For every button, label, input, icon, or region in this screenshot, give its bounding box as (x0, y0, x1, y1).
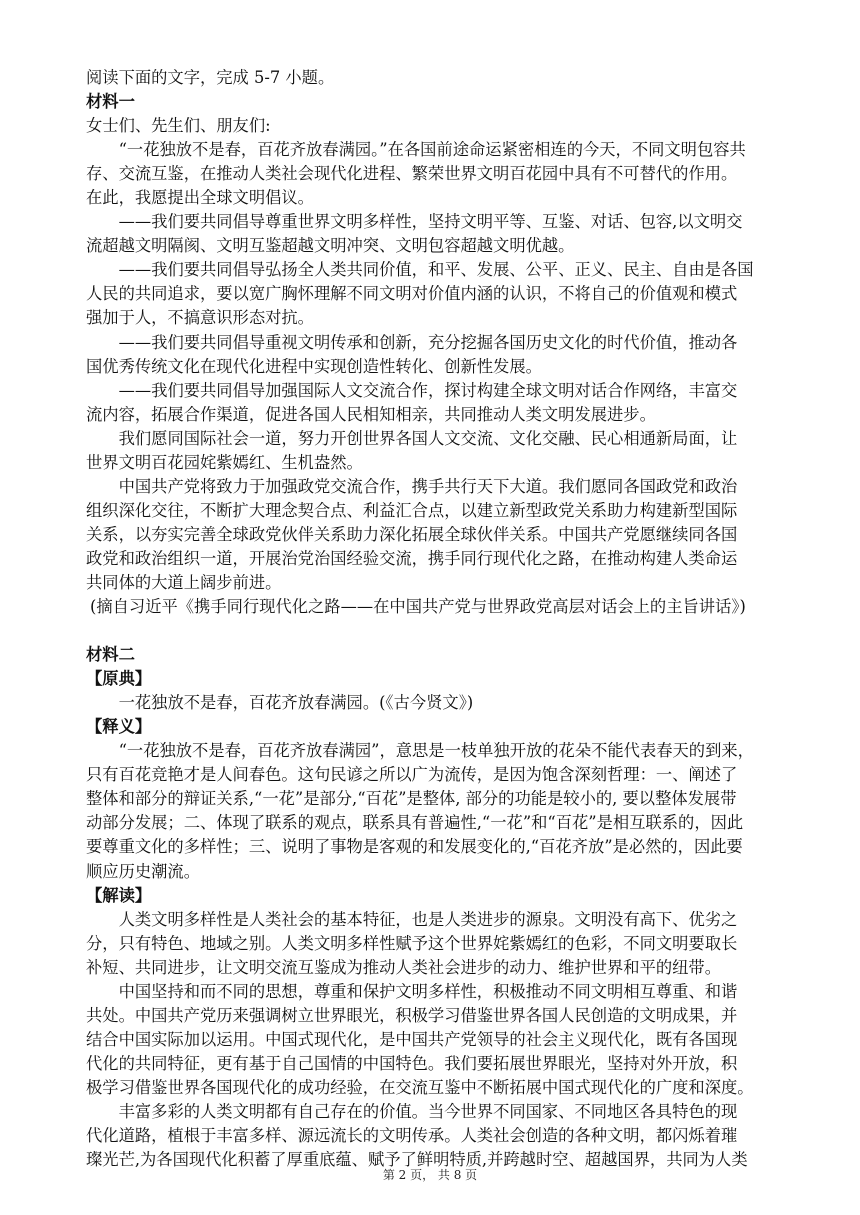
text-line: ——我们要共同倡导尊重世界文明多样性，坚持文明平等、互鉴、对话、包容,以文明交 (118, 212, 743, 232)
text-line: 强加于人，不搞意识形态对抗。 (86, 308, 314, 328)
text-line: 组织深化交往，不断扩大理念契合点、利益汇合点，以建立新型政党关系助力构建新型国际 (86, 500, 738, 520)
text-line: 人民的共同追求，要以宽广胸怀理解不同文明对价值内涵的认识，不将自己的价值观和模式 (86, 284, 738, 304)
text-line: 中国共产党将致力于加强政党交流合作，携手共行天下大道。我们愿同各国政党和政治 (118, 476, 738, 496)
text-line: 关系，以夯实完善全球政党伙伴关系助力深化拓展全球伙伴关系。中国共产党愿继续同各国 (86, 524, 738, 544)
text-line: 分，只有特色、地域之别。人类文明多样性赋予这个世界姹紫嫣红的色彩，不同文明要取长 (86, 933, 738, 953)
text-line: 存、交流互鉴，在推动人类社会现代化进程、繁荣世界文明百花园中具有不可替代的作用。 (86, 164, 738, 184)
text-line: 丰富多彩的人类文明都有自己存在的价值。当今世界不同国家、不同地区各具特色的现 (118, 1101, 738, 1121)
text-line: 国优秀传统文化在现代化进程中实现创造性转化、创新性发展。 (86, 356, 542, 376)
text-line: 璨光芒,为各国现代化积蓄了厚重底蕴、赋予了鲜明特质,并跨越时空、超越国界，共同为人类 (86, 1150, 748, 1170)
yuandian-label: 【原典】 (86, 669, 152, 689)
material-one-body (86, 138, 786, 595)
shiyi-body (86, 739, 786, 883)
text-line: 补短、共同进步，让文明交流互鉴成为推动人类社会进步的动力、维护世界和平的纽带。 (86, 957, 721, 977)
text-line: 流超越文明隔阂、文明互鉴超越文明冲突、文明包容超越文明优越。 (86, 236, 575, 256)
text-line: 我们愿同国际社会一道，努力开创世界各国人文交流、文化交融、民心相通新局面，让 (118, 428, 738, 448)
material-one-heading: 材料一 (86, 92, 135, 112)
yuandian-text: 一花独放不是春，百花齐放春满园。(《古今贤文》) (118, 693, 474, 713)
text-line: 人类文明多样性是人类社会的基本特征，也是人类进步的源泉。文明没有高下、优劣之 (118, 909, 738, 929)
text-line: 动部分发展；二、体现了联系的观点，联系具有普遍性,“一花”和“百花”是相互联系的，因此 (86, 813, 744, 833)
text-line: ——我们要共同倡导弘扬全人类共同价值，和平、发展、公平、正义、民主、自由是各国 (118, 260, 754, 280)
text-line: “一花独放不是春，百花齐放春满园”，意思是一枝单独开放的花朵不能代表春天的到来， (118, 741, 754, 761)
greeting-line: 女士们、先生们、朋友们: (86, 116, 271, 136)
text-line: 共同体的大道上阔步前进。 (86, 572, 282, 592)
text-line: ——我们要共同倡导加强国际人文交流合作，探讨构建全球文明对话合作网络，丰富交 (118, 380, 738, 400)
source-citation: (摘自习近平《携手同行现代化之路——在中国共产党与世界政党高层对话会上的主旨讲话》) (90, 597, 746, 617)
jiedu-body (86, 908, 786, 1173)
jiedu-label: 【解读】 (86, 885, 152, 905)
text-line: 流内容，拓展合作渠道，促进各国人民相知相亲，共同推动人类文明发展进步。 (86, 404, 656, 424)
document-body (86, 66, 786, 1172)
text-line: 在此，我愿提出全球文明倡议。 (86, 188, 314, 208)
text-line: 代化道路，植根于丰富多样、源远流长的文明传承。人类社会创造的各种文明，都闪烁着璀 (86, 1126, 738, 1146)
text-line: 只有百花竞艳才是人间春色。这句民谚之所以广为流传，是因为饱含深刻哲理：一、阐述了 (86, 765, 738, 785)
text-line: ——我们要共同倡导重视文明传承和创新，充分挖掘各国历史文化的时代价值，推动各 (118, 332, 738, 352)
text-line: 政党和政治组织一道，开展治党治国经验交流，携手同行现代化之路，在推动构建人类命运 (86, 548, 738, 568)
text-line: 顺应历史潮流。 (86, 861, 200, 881)
intro-line: 阅读下面的文字，完成 5-7 小题。 (86, 68, 335, 87)
material-two-heading: 材料二 (86, 645, 135, 665)
text-line: “一花独放不是春，百花齐放春满园。”在各国前途命运紧密相连的今天，不同文明包容共 (118, 140, 746, 160)
text-line: 中国坚持和而不同的思想，尊重和保护文明多样性，积极推动不同文明相互尊重、和谐 (118, 981, 738, 1001)
text-line: 极学习借鉴世界各国现代化的成功经验，在交流互鉴中不断拓展中国式现代化的广度和深度。 (86, 1077, 754, 1097)
text-line: 整体和部分的辩证关系,“一花”是部分,“百花”是整体, 部分的功能是较小的, 要以整体发展带 (86, 789, 737, 809)
page-footer: 第 2 页， 共 8 页 (382, 1168, 478, 1182)
shiyi-label: 【释义】 (86, 717, 152, 737)
text-line: 要尊重文化的多样性；三、说明了事物是客观的和发展变化的,“百花齐放”是必然的，因此要 (86, 837, 743, 857)
text-line: 共处。中国共产党历来强调树立世界眼光，积极学习借鉴世界各国人民创造的文明成果，并 (86, 1005, 738, 1025)
text-line: 世界文明百花园姹紫嫣红、生机盎然。 (86, 452, 363, 472)
text-line: 结合中国实际加以运用。中国式现代化，是中国共产党领导的社会主义现代化，既有各国现 (86, 1029, 738, 1049)
text-line: 代化的共同特征，更有基于自己国情的中国特色。我们要拓展世界眼光，坚持对外开放，积 (86, 1053, 738, 1073)
